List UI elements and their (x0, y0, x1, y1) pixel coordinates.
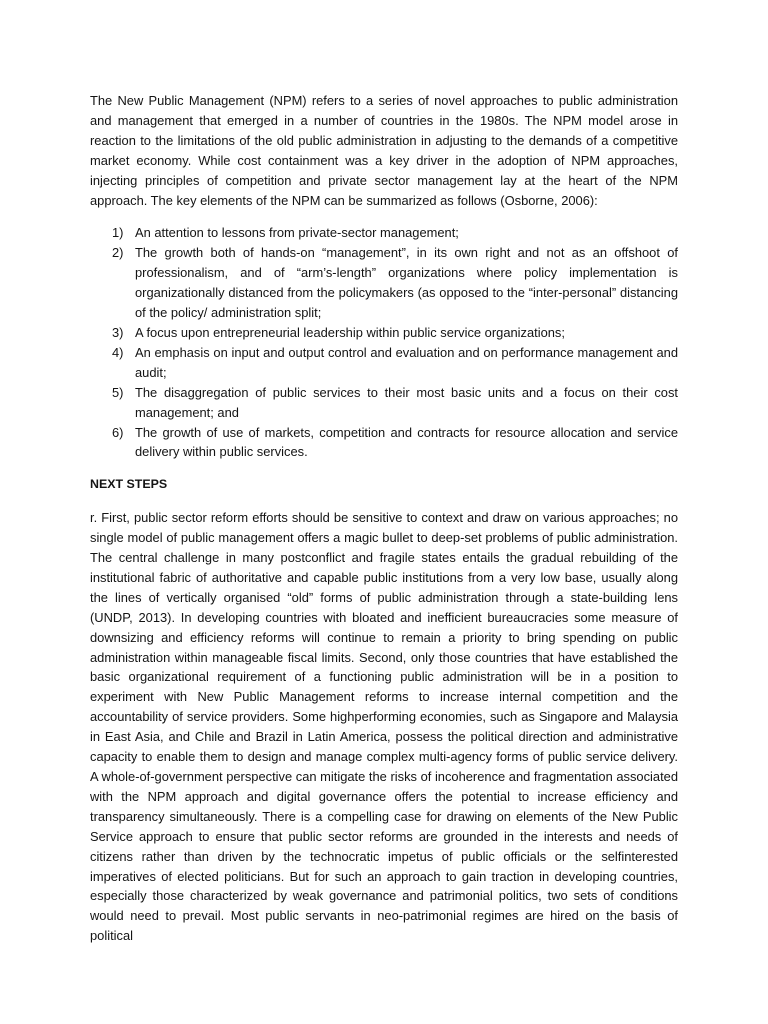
list-item (90, 323, 678, 343)
list-item-text: The disaggregation of public services to their most basic units and a focus on their cost management; and (135, 384, 678, 420)
list-item (90, 383, 678, 423)
list-item-number: 5) (112, 384, 124, 400)
document-page (90, 91, 678, 946)
list-item (90, 243, 678, 323)
list-item-number: 3) (112, 324, 124, 340)
list-item-text: The growth of use of markets, competition and contracts for resource allocation and service delivery within public services. (135, 424, 678, 460)
list-item (90, 343, 678, 383)
list-item-number: 4) (112, 344, 124, 360)
section-heading: NEXT STEPS (90, 477, 168, 492)
list-item-text: The growth both of hands-on “management”, in its own right and not as an offshoot of professionalism, and of “arm’s-length” organizations where policy implementation is organizationally distanced from the policymakers (as opposed to the “inter-personal” distancing of the policy/ administration split; (135, 245, 678, 321)
list-item-number: 6) (112, 424, 124, 440)
intro-paragraph: The New Public Management (NPM) refers to a series of novel approaches to public administration and management that emerged in a number of countries in the 1980s. The NPM model arose in reaction to the limitations of the old public administration in adjusting to the demands of a competitive market economy. While cost containment was a key driver in the adoption of NPM approaches, injecting principles of competition and private sector management lay at the heart of the NPM approach. The key elements of the NPM can be summarized as follows (Osborne, 2006): (90, 93, 678, 208)
list-item-number: 2) (112, 245, 124, 261)
list-item (90, 423, 678, 463)
list-item-text: A focus upon entrepreneurial leadership within public service organizations; (135, 324, 565, 340)
list-item-text: An attention to lessons from private-sector management; (135, 225, 459, 241)
list-item-number: 1) (112, 225, 124, 241)
next-steps-paragraph: r. First, public sector reform efforts should be sensitive to context and draw on various approaches; no single model of public management offers a magic bullet to deep-set problems of public administration. The central challenge in many postconflict and fragile states entails the gradual rebuilding of the institutional fabric of authoritative and capable public institutions from a very low base, usually along the lines of vertically organised “old” forms of public administration through a state-building lens (UNDP, 2013). In developing countries with bloated and inefficient bureaucracies some measure of downsizing and efficiency reforms will continue to remain a priority to bring spending on public administration within manageable fiscal limits. Second, only those countries that have established the basic organizational requirement of a functioning public administration will be in a position to experiment with New Public Management reforms to increase internal competition and the accountability of service providers. Some highperforming economies, such as Singapore and Malaysia in East Asia, and Chile and Brazil in Latin America, possess the political direction and administrative capacity to enable them to design and manage complex multi-agency forms of public service delivery. A whole-of-government perspective can mitigate the risks of incoherence and fragmentation associated with the NPM approach and digital governance offers the potential to increase efficiency and transparency simultaneously. There is a compelling case for drawing on elements of the New Public Service approach to ensure that public sector reforms are grounded in the interests and needs of citizens rather than driven by the technocratic impetus of public officials or the selfinterested imperatives of elected politicians. But for such an approach to gain traction in developing countries, especially those characterized by weak governance and patrimonial politics, two sets of conditions would need to prevail. Most public servants in neo-patrimonial regimes are hired on the basis of political (90, 510, 678, 944)
list-item (90, 223, 678, 243)
list-item-text: An emphasis on input and output control and evaluation and on performance management and audit; (135, 344, 678, 380)
key-elements-list (90, 223, 678, 462)
